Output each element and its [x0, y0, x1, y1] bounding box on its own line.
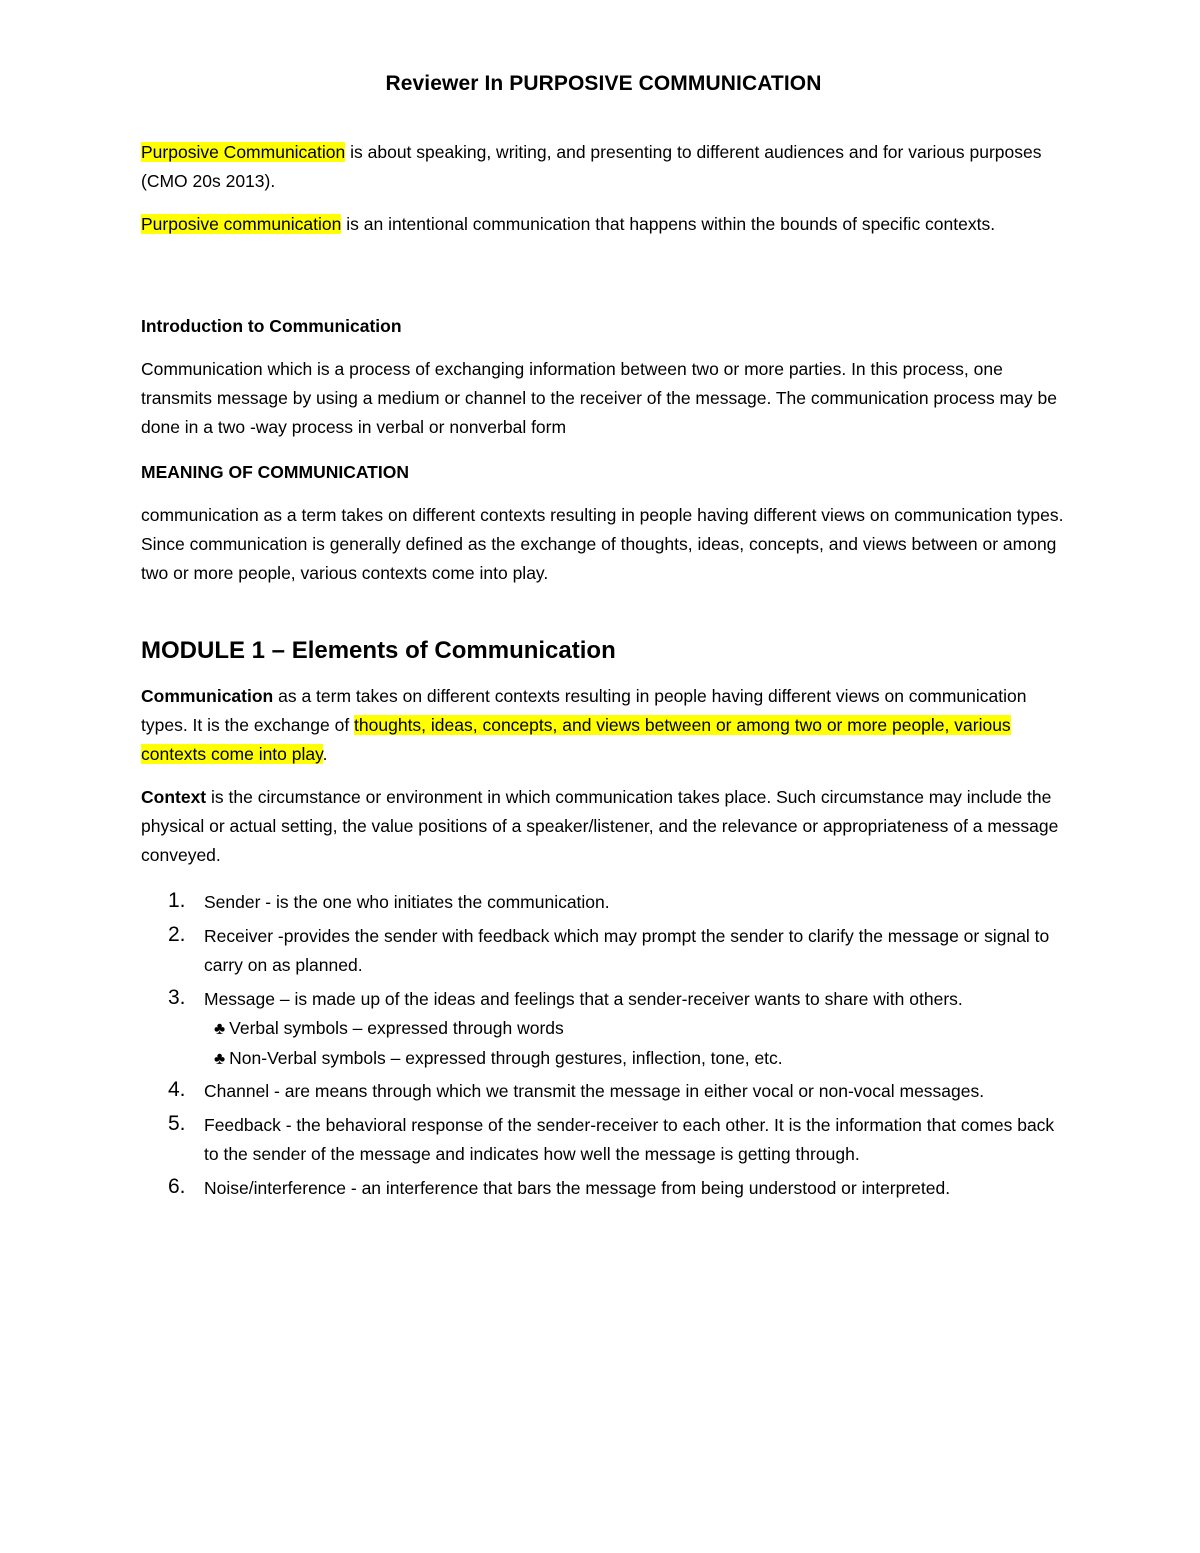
list-item [141, 922, 1066, 981]
list-item-text: Channel - are means through which we transmit the message in either vocal or non-vocal messages. [204, 1081, 985, 1101]
sub-item-text: Verbal symbols – expressed through words [229, 1018, 564, 1038]
module-1-paragraph-1-text: as a term takes on different contexts resulting in people having different views on communication types. It is the exchange of [141, 686, 1027, 735]
definition-1-text: is about speaking, writing, and presenting to different audiences and for various purposes (CMO 20s 2013). [141, 142, 1042, 191]
definition-1-term: Purposive Communication [141, 142, 346, 162]
list-item-text: Feedback - the behavioral response of the sender-receiver to each other. It is the information that comes back to the sender of the message and indicates how well the message is getting through. [204, 1114, 1055, 1164]
list-item-text: Noise/interference - an interference that bars the message from being understood or interpreted. [204, 1177, 951, 1198]
list-item [141, 985, 1066, 1074]
list-item [141, 1077, 1066, 1107]
definition-2 [141, 210, 1066, 239]
sub-item [204, 1014, 1066, 1044]
definition-2-text: is an intentional communication that happens within the bounds of specific contexts. [341, 214, 996, 234]
list-item [141, 888, 1066, 918]
module-1-period: . [322, 744, 328, 764]
module-1-paragraph-2 [141, 783, 1066, 870]
intro-body: Communication which is a process of exchanging information between two or more parties. In this process, one transmits message by using a medium or channel to the receiver of the message. The communication process may be done in a two -way process in verbal or nonverbal form [141, 359, 1057, 437]
definition-2-term: Purposive communication [141, 214, 342, 234]
list-item-text: Sender - is the one who initiates the communication. [204, 892, 610, 912]
club-bullet-icon: ♣ [214, 1019, 226, 1038]
list-number: 3. [168, 985, 186, 1009]
document-title: Reviewer In PURPOSIVE COMMUNICATION [385, 72, 822, 95]
module-1-paragraph-2-text: is the circumstance or environment in which communication takes place. Such circumstance may include the physical or actual setting, the value positions of a speaker/listener, and the relevance or appropriateness of a message conveyed. [141, 787, 1059, 865]
elements-list [141, 888, 1066, 1203]
module-1-paragraph-1 [141, 682, 1066, 769]
meaning-heading: MEANING OF COMMUNICATION [141, 462, 409, 482]
list-item [141, 1111, 1066, 1170]
module-1-term-context: Context [141, 787, 207, 807]
module-1-term-communication: Communication [141, 686, 274, 706]
module-1-heading: MODULE 1 – Elements of Communication [141, 637, 616, 664]
club-bullet-icon: ♣ [214, 1048, 226, 1068]
list-number: 4. [168, 1078, 186, 1101]
sub-item [204, 1044, 1066, 1074]
list-number: 2. [168, 922, 186, 946]
list-number: 6. [168, 1174, 186, 1198]
document-content [141, 72, 1066, 1207]
list-item [141, 1174, 1066, 1204]
list-item-text: Receiver -provides the sender with feedback which may prompt the sender to clarify the message or signal to carry on as planned. [204, 925, 1050, 975]
sub-item-text: Non-Verbal symbols – expressed through gestures, inflection, tone, etc. [229, 1047, 783, 1068]
definition-1 [141, 138, 1066, 196]
meaning-body: communication as a term takes on different contexts resulting in people having different views on communication types. Since communication is generally defined as the exchange of thoughts, ideas, concepts, and views between or among two or more people, various contexts come into play. [141, 505, 1064, 583]
intro-heading: Introduction to Communication [141, 316, 402, 336]
list-item-text: Message – is made up of the ideas and feelings that a sender-receiver wants to share with others. [204, 988, 963, 1009]
module-1-highlight: thoughts, ideas, concepts, and views between or among two or more people, various contexts come into play [141, 715, 1011, 764]
list-number: 1. [168, 889, 186, 912]
list-number: 5. [168, 1111, 186, 1135]
